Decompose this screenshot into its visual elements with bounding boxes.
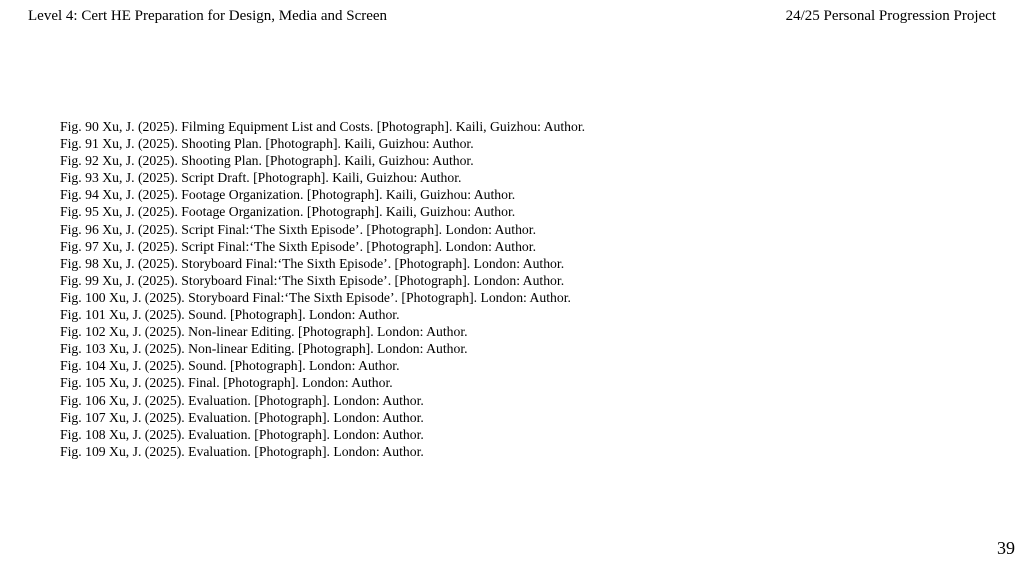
- page-number: 39: [997, 538, 1015, 558]
- figure-citation: Fig. 95 Xu, J. (2025). Footage Organization. [Photograph]. Kaili, Guizhou: Author.: [60, 204, 516, 220]
- figure-citation: Fig. 105 Xu, J. (2025). Final. [Photograph]. London: Author.: [60, 375, 393, 391]
- figure-citation: Fig. 96 Xu, J. (2025). Script Final:‘The Sixth Episode’. [Photograph]. London: Author.: [60, 221, 536, 237]
- figure-citation: Fig. 97 Xu, J. (2025). Script Final:‘The Sixth Episode’. [Photograph]. London: Author.: [60, 238, 536, 254]
- figure-citation: Fig. 90 Xu, J. (2025). Filming Equipment List and Costs. [Photograph]. Kaili, Guizhou: Author.: [60, 119, 586, 134]
- figure-citation: Fig. 102 Xu, J. (2025). Non-linear Editing. [Photograph]. London: Author.: [60, 324, 468, 340]
- figure-citation: Fig. 104 Xu, J. (2025). Sound. [Photograph]. London: Author.: [60, 358, 400, 374]
- figure-citation: Fig. 91 Xu, J. (2025). Shooting Plan. [Photograph]. Kaili, Guizhou: Author.: [60, 136, 474, 152]
- figure-citation-list: [60, 118, 585, 460]
- figure-citation: Fig. 103 Xu, J. (2025). Non-linear Editing. [Photograph]. London: Author.: [60, 341, 468, 357]
- figure-citation: Fig. 98 Xu, J. (2025). Storyboard Final:‘The Sixth Episode’. [Photograph]. London: Author.: [60, 255, 565, 271]
- figure-citation: Fig. 99 Xu, J. (2025). Storyboard Final:‘The Sixth Episode’. [Photograph]. London: Author.: [60, 272, 565, 288]
- figure-citation: Fig. 100 Xu, J. (2025). Storyboard Final:‘The Sixth Episode’. [Photograph]. London: Author.: [60, 289, 571, 305]
- figure-citation: Fig. 108 Xu, J. (2025). Evaluation. [Photograph]. London: Author.: [60, 426, 424, 442]
- figure-citation: Fig. 101 Xu, J. (2025). Sound. [Photograph]. London: Author.: [60, 307, 400, 323]
- header-course-title: Level 4: Cert HE Preparation for Design, Media and Screen: [28, 8, 388, 24]
- figure-citation: Fig. 93 Xu, J. (2025). Script Draft. [Photograph]. Kaili, Guizhou: Author.: [60, 170, 462, 186]
- figure-citation: Fig. 94 Xu, J. (2025). Footage Organization. [Photograph]. Kaili, Guizhou: Author.: [60, 187, 516, 203]
- figure-citation: Fig. 109 Xu, J. (2025). Evaluation. [Photograph]. London: Author.: [60, 443, 424, 459]
- figure-citation: Fig. 107 Xu, J. (2025). Evaluation. [Photograph]. London: Author.: [60, 409, 424, 425]
- figure-citation: Fig. 92 Xu, J. (2025). Shooting Plan. [Photograph]. Kaili, Guizhou: Author.: [60, 153, 474, 169]
- figure-citation: Fig. 106 Xu, J. (2025). Evaluation. [Photograph]. London: Author.: [60, 392, 424, 408]
- header-project-title: 24/25 Personal Progression Project: [785, 8, 996, 24]
